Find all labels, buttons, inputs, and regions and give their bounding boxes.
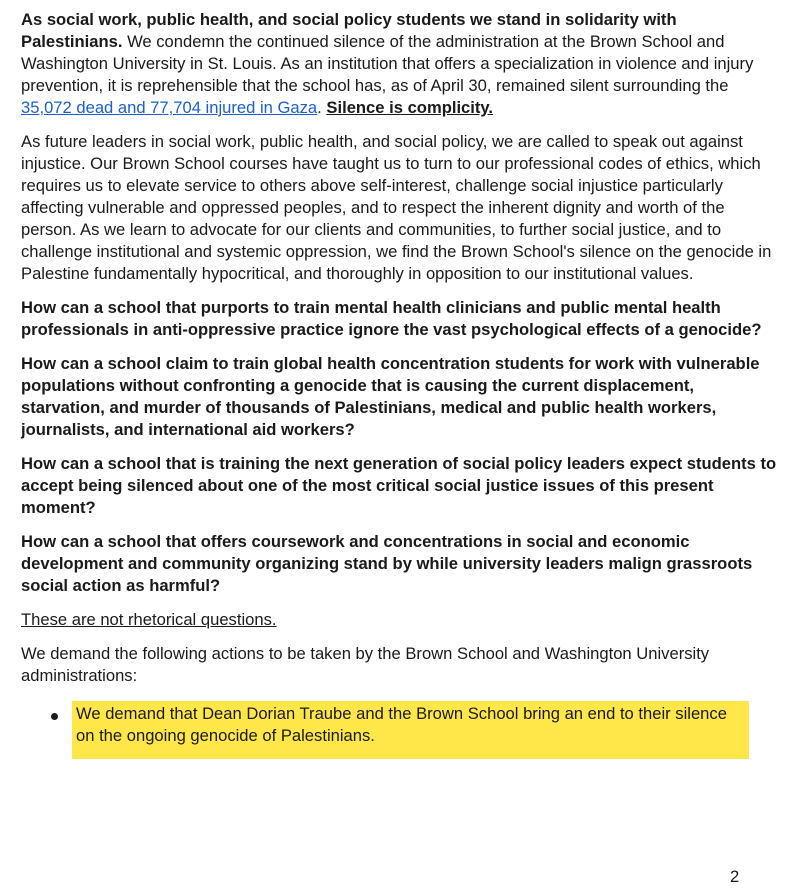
paragraph-future-leaders: As future leaders in social work, public health, and social policy, we are called to speak out against injustice. Our Brown School courses have taught us to turn to our professional codes of ethics, which requires us to elevate service to others above self-interest, challenge social injustice particularly affecting vulnerable and oppressed peoples, and to respect the inherent dignity and worth of the person. As we learn to advocate for our clients and communities, to further social justice, and to challenge institutional and systemic oppression, we find the Brown School's silence on the genocide in Palestine fundamentally hypocritical, and thoroughly in opposition to our institutional values. xyxy=(21,132,772,283)
demand-highlight xyxy=(72,701,749,759)
document-body xyxy=(21,9,781,759)
page-number: 2 xyxy=(730,867,740,886)
bullet-icon xyxy=(51,713,58,720)
solidarity-statement: As social work, public health, and social policy students we stand in solidarity with Palestinians. xyxy=(21,10,677,51)
question-social-policy: How can a school that is training the next generation of social policy leaders expect students to accept being silenced about one of the most critical social justice issues of this present moment? xyxy=(21,454,777,517)
demand-text: We demand that Dean Dorian Traube and the Brown School bring an end to their silence on the ongoing genocide of Palestinians. xyxy=(76,704,727,745)
demand-list-item xyxy=(21,701,781,759)
question-community-organizing: How can a school that offers coursework and concentrations in social and economic development and community organizing stand by while university leaders malign grassroots social action as harmful? xyxy=(21,532,753,595)
demands-intro: We demand the following actions to be taken by the Brown School and Washington University administrations: xyxy=(21,644,710,685)
solidarity-body: We condemn the continued silence of the administration at the Brown School and Washington University in St. Louis. As an institution that offers a specialization in violence and injury prevention, it is reprehensible that the school has, as of April 30, remained silent surrounding the xyxy=(21,32,754,95)
question-global-health: How can a school claim to train global health concentration students for work with vulnerable populations without confronting a genocide that is causing the current displacement, starvation, and murder of thousands of Palestinians, medical and public health workers, journalists, and international aid workers? xyxy=(21,354,760,439)
question-mental-health: How can a school that purports to train mental health clinicians and public mental health professionals in anti-oppressive practice ignore the vast psychological effects of a genocide? xyxy=(21,298,762,339)
solidarity-after-link: . xyxy=(317,98,327,117)
paragraph-solidarity xyxy=(21,9,781,119)
gaza-casualties-link[interactable]: 35,072 dead and 77,704 injured in Gaza xyxy=(21,98,318,117)
rhetorical-note: These are not rhetorical questions. xyxy=(21,610,277,629)
silence-complicity-text: Silence is complicity. xyxy=(326,98,494,117)
